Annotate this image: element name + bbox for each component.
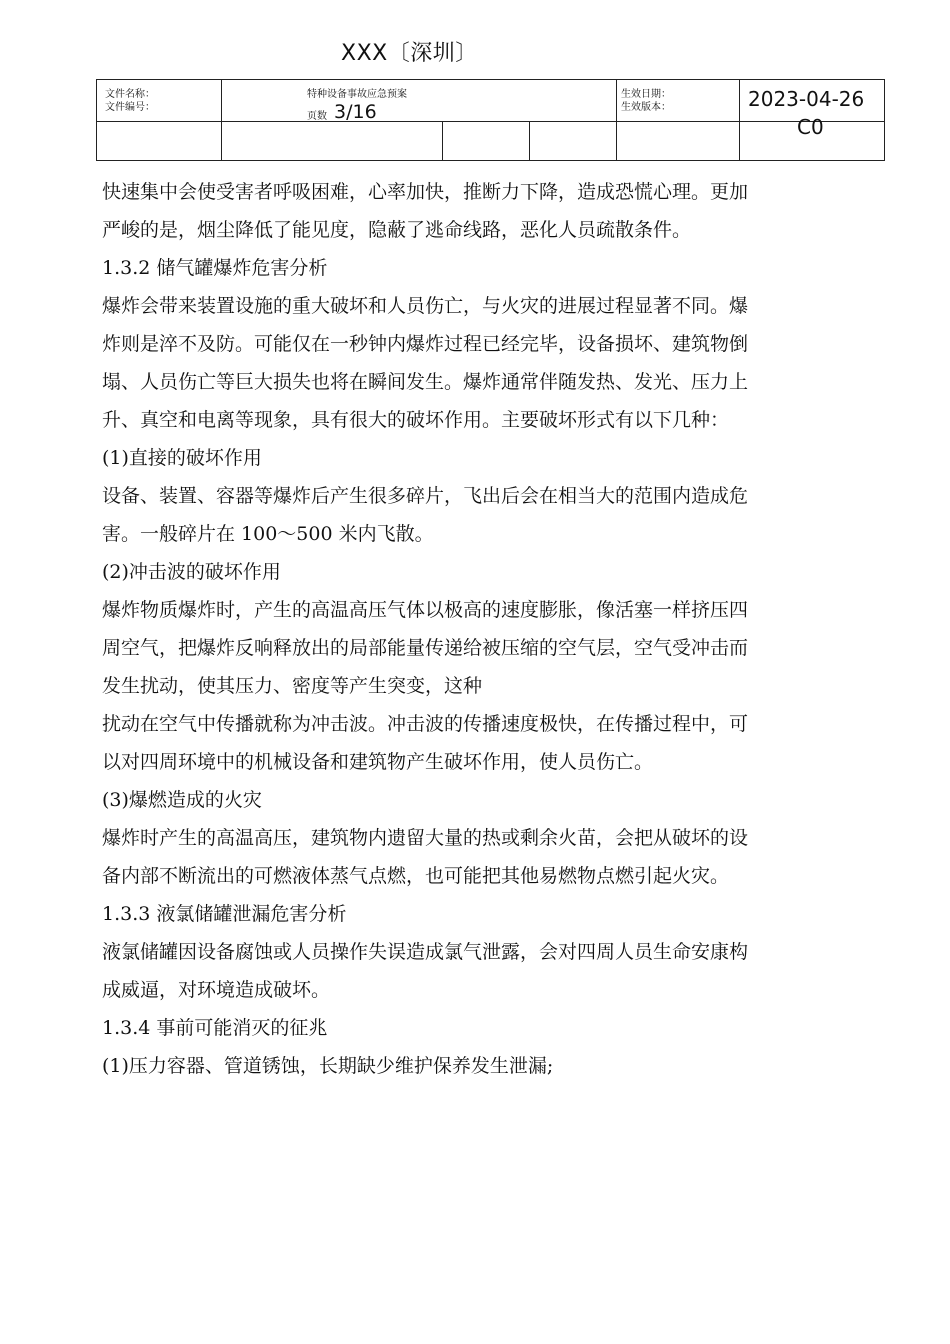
- subheading: (1)直接的破坏作用: [102, 447, 262, 469]
- file-name-label: 文件名称：: [105, 89, 155, 100]
- file-label-cell: [96, 79, 222, 122]
- company-title: XXX〔深圳〕: [341, 41, 478, 66]
- effective-date: 2023-04-26: [748, 87, 865, 111]
- doc-title-cell: [221, 79, 617, 122]
- paragraph-line: 液氯储罐因设备腐蚀或人员操作失误造成氯气泄露，会对四周人员生命安康构: [102, 941, 749, 963]
- effective-date-label: 生效日期：: [621, 89, 671, 100]
- paragraph-line: 备内部不断流出的可燃液体蒸气点燃，也可能把其他易燃物点燃引起火灾。: [102, 865, 730, 887]
- paragraph-line: 塌、人员伤亡等巨大损失也将在瞬间发生。爆炸通常伴随发热、发光、压力上: [102, 371, 749, 393]
- document-header-table: [96, 79, 885, 161]
- paragraph-line: (1)压力容器、管道锈蚀，长期缺少维护保养发生泄漏;: [102, 1055, 554, 1077]
- blank-cell-3: [442, 121, 530, 161]
- paragraph-line: 发生扰动，使其压力、密度等产生突变，这种: [102, 675, 483, 697]
- paragraph-line: 设备、装置、容器等爆炸后产生很多碎片，飞出后会在相当大的范围内造成危: [102, 485, 749, 507]
- paragraph-line: 炸则是淬不及防。可能仅在一秒钟内爆炸过程已经完毕，设备损坏、建筑物倒: [102, 333, 749, 355]
- effective-version-cell: [739, 115, 885, 161]
- paragraph-line: 爆炸会带来装置设施的重大破坏和人员伤亡，与火灾的进展过程显著不同。爆: [102, 295, 749, 317]
- paragraph-line: 扰动在空气中传播就称为冲击波。冲击波的传播速度极快，在传播过程中，可: [102, 713, 749, 735]
- paragraph-line: 成威逼，对环境造成破坏。: [102, 979, 331, 1001]
- paragraph-line: 爆炸物质爆炸时，产生的高温高压气体以极高的速度膨胀，像活塞一样挤压四: [102, 599, 749, 621]
- section-heading: 1.3.2 储气罐爆炸危害分析: [102, 257, 328, 279]
- paragraph-line: 周空气，把爆炸反响释放出的局部能量传递给被压缩的空气层，空气受冲击而: [102, 637, 749, 659]
- page-label: 页数: [307, 111, 327, 122]
- paragraph-line: 爆炸时产生的高温高压，建筑物内遗留大量的热或剩余火苗，会把从破坏的设: [102, 827, 749, 849]
- paragraph-line: 以对四周环境中的机械设备和建筑物产生破坏作用，使人员伤亡。: [102, 751, 654, 773]
- section-heading: 1.3.4 事前可能消灭的征兆: [102, 1017, 328, 1039]
- subheading: (3)爆燃造成的火灾: [102, 789, 262, 811]
- paragraph-line: 升、真空和电离等现象，具有很大的破坏作用。主要破坏形式有以下几种：: [102, 409, 730, 431]
- document-body: [102, 173, 862, 1085]
- paragraph-line: 害。一般碎片在 100～500 米内飞散。: [102, 523, 434, 545]
- paragraph-line: 严峻的是，烟尘降低了能见度，隐蔽了逃命线路，恶化人员疏散条件。: [102, 219, 692, 241]
- effective-version: C0: [797, 115, 824, 139]
- page-number: 3/16: [334, 101, 377, 123]
- paragraph-line: 快速集中会使受害者呼吸困难，心率加快，推断力下降，造成恐慌心理。更加: [102, 181, 749, 203]
- section-heading: 1.3.3 液氯储罐泄漏危害分析: [102, 903, 347, 925]
- blank-cell-1: [96, 121, 222, 161]
- blank-cell-4: [529, 121, 617, 161]
- effective-label-cell: [616, 79, 740, 122]
- file-number-label: 文件编号：: [105, 102, 155, 113]
- effective-version-label: 生效版本：: [621, 102, 671, 113]
- blank-cell-5: [616, 121, 740, 161]
- blank-cell-2: [221, 121, 443, 161]
- doc-title: 特种设备事故应急预案: [307, 89, 407, 100]
- subheading: (2)冲击波的破坏作用: [102, 561, 281, 583]
